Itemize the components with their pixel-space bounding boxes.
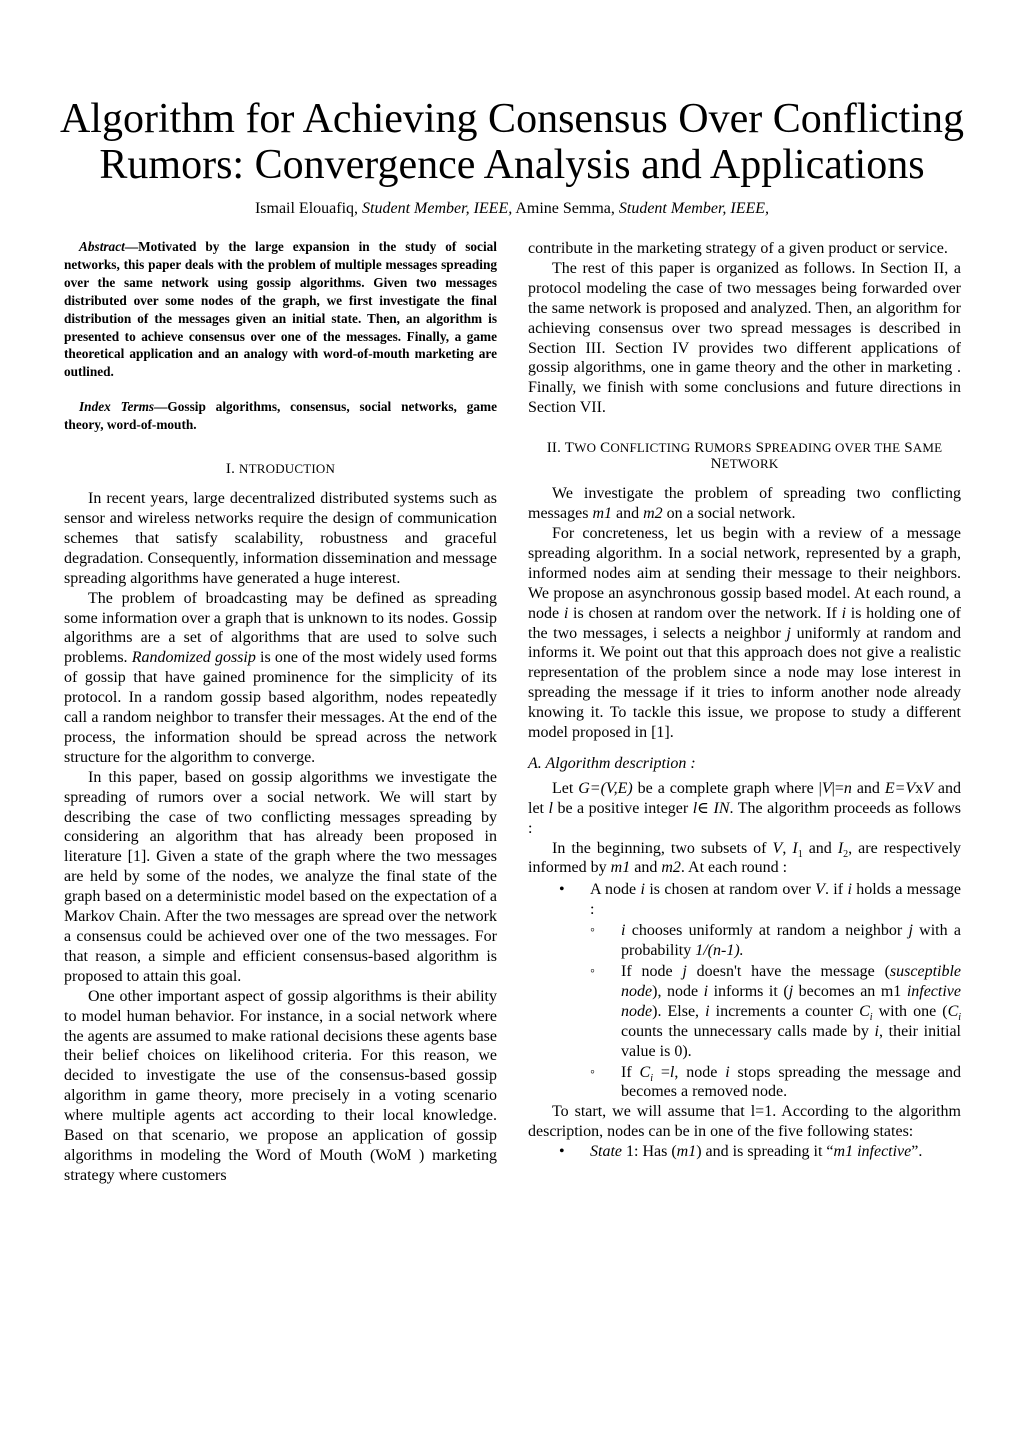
intro-continuation: contribute in the marketing strategy of a given product or service. xyxy=(528,240,948,257)
index-terms-label: Index Terms xyxy=(79,399,155,415)
s2-paragraph-2: For concreteness, let us begin with a review of a message spreading algorithm. In a social network, represented by a graph, informed nodes aim at sending their message to their neighbors. We propose an asynchronous gossip based model. At each round, a node i is chosen at random over the network. If i is holding one of the two messages, i selects a neighbor j uniformly at random and informs it. We point out that this approach does not give a realistic representation of the problem since a node may lose interest in spreading the message if it tries to inform another node already knowing it. To tackle this issue, we propose to study a different model proposed in [1]. xyxy=(528,524,962,742)
intro-paragraph-3: In this paper, based on gossip algorithms we investigate the spreading of rumors over a social network. We will start by describing the case of two conflicting messages spreading by considering an algorithm that has already been proposed in literature [1]. Given a state of the graph where the two messages are held by some of the nodes, we analyze the final state of the graph based on a deterministic model based on the expectation of a Markov Chain. After the two messages are spread over the network a consensus could be achieved over one of the two messages. For that reason, a simple and efficient consensus-based algorithm is proposed to attain this goal. xyxy=(64,768,497,985)
algorithm-steps-list xyxy=(528,880,961,1102)
s2-paragraph-4: In the beginning, two subsets of V, $I_1$ and $I_2$, are respectively informed by m1 and m2. At each round : xyxy=(528,839,962,877)
author-1-role: Student Member, IEEE, xyxy=(362,200,513,217)
algorithm-substep: ◦ If $C_i =l$, node i stops spreading the message and becomes a removed node. xyxy=(590,1063,961,1103)
author-line xyxy=(40,199,984,219)
state-item: • State 1: Has (m1) and is spreading it “m1 infective”. xyxy=(528,1142,961,1162)
right-column xyxy=(528,239,961,1162)
abstract xyxy=(64,238,497,381)
intro-paragraph-1: In recent years, large decentralized distributed systems such as sensor and wireless networks require the design of communication schemes that satisfy scalability, robustness and graceful degradation. Consequently, information dissemination and message spreading algorithms have generated a huge interest. xyxy=(64,490,497,587)
section-1-heading: I. NTRODUCTION xyxy=(225,461,336,478)
author-2-name: Amine Semma, xyxy=(512,200,619,217)
algorithm-substeps-list xyxy=(590,921,961,1102)
index-terms xyxy=(64,398,497,434)
algorithm-substep: ◦ i chooses uniformly at random a neighbor j with a probability 1/(n-1). xyxy=(590,921,961,961)
organization-paragraph: The rest of this paper is organized as follows. In Section II, a protocol modeling the case of two messages being forwarded over the same network is proposed and analyzed. Then, an algorithm for achieving consensus over two spread messages is described in Section III. Section IV provides two different applications of gossip algorithms, one in game theory and the other in marketing . Finally, we finish with some conclusions and future directions in Section VII. xyxy=(528,259,961,417)
left-column xyxy=(64,238,497,1186)
paper-title: Algorithm for Achieving Consensus Over Conflicting Rumors: Convergence Analysis and Applications xyxy=(59,96,965,188)
abstract-label: Abstract xyxy=(79,239,125,254)
author-1-name: Ismail Elouafiq, xyxy=(254,200,363,217)
intro-paragraph-2: The problem of broadcasting may be defined as spreading some information over a graph that is unknown to its nodes. Gossip algorithms are a set of algorithms that are used to solve such problems. Randomized gossip is one of the most widely used forms of gossip that have gained prominence for the simplicity of its protocol. In a random gossip based algorithm, nodes repeatedly call a random neighbor to transfer their messages. At the end of the process, the information should be spread across the network structure for the algorithm to converge. xyxy=(64,589,498,766)
algorithm-step: • A node i is chosen at random over V. if i holds a message : ◦ i chooses uniformly at random a neighbor j with a probability 1/(n-1). ◦ If node j doesn't have the message (susceptible node), node i informs it (j becomes an m1 infective node). Else, i increments a counter $C_i$ with one ($C_i$ counts the unnecessary calls made by i, their initial value is 0). ◦ If $C_i =l$, node i stops spreading the message and becomes a removed node. xyxy=(528,880,961,1102)
s2-paragraph-3: Let G=(V,E) be a complete graph where |V|=n and E=VxV and let l be a positive integer l∈ IN. The algorithm proceeds as follows : xyxy=(528,779,962,837)
intro-paragraph-4: One other important aspect of gossip algorithms is their ability to model human behavior. For instance, in a social network where the agents are assumed to make rational decisions these agents base their belief choices on likelihood criteria. For this reason, we decided to investigate the use of the consensus-based gossip algorithm in game theory, more precisely in a voting scenario where multiple agents act according to their local knowledge. Based on that scenario, we propose an application of gossip algorithms in modeling the Word of Mouth (WoM ) marketing strategy where customers xyxy=(64,987,497,1184)
algorithm-substep: ◦ If node j doesn't have the message (susceptible node), node i informs it (j becomes an m1 infective node). Else, i increments a counter $C_i$ with one ($C_i$ counts the unnecessary calls made by i, their initial value is 0). xyxy=(590,962,961,1062)
s2-paragraph-5: To start, we will assume that l=1. According to the algorithm description, nodes can be in one of the five following states: xyxy=(528,1103,961,1141)
section-2-heading: II. TWO CONFLICTING RUMORS SPREADING OVER THE SAME NETWORK xyxy=(546,440,943,473)
abstract-text: —Motivated by the large expansion in the study of social networks, this paper deals with the problem of multiple messages spreading over the same network using gossip algorithms. Given two messages distributed over some nodes of the graph, we first investigate the final distribution of the messages given an initial state. Then, an algorithm is presented to achieve consensus over one of the messages. Finally, a game theoretical application and an analogy with word-of-mouth marketing are outlined. xyxy=(64,239,497,380)
subsection-a-heading: A. Algorithm description : xyxy=(528,754,696,772)
states-list xyxy=(528,1142,961,1162)
index-terms-text: —Gossip algorithms, consensus, social networks, game theory, word-of-mouth. xyxy=(64,399,497,433)
author-2-role: Student Member, IEEE, xyxy=(618,200,770,217)
s2-paragraph-1: We investigate the problem of spreading two conflicting messages m1 and m2 on a social network. xyxy=(528,485,961,523)
